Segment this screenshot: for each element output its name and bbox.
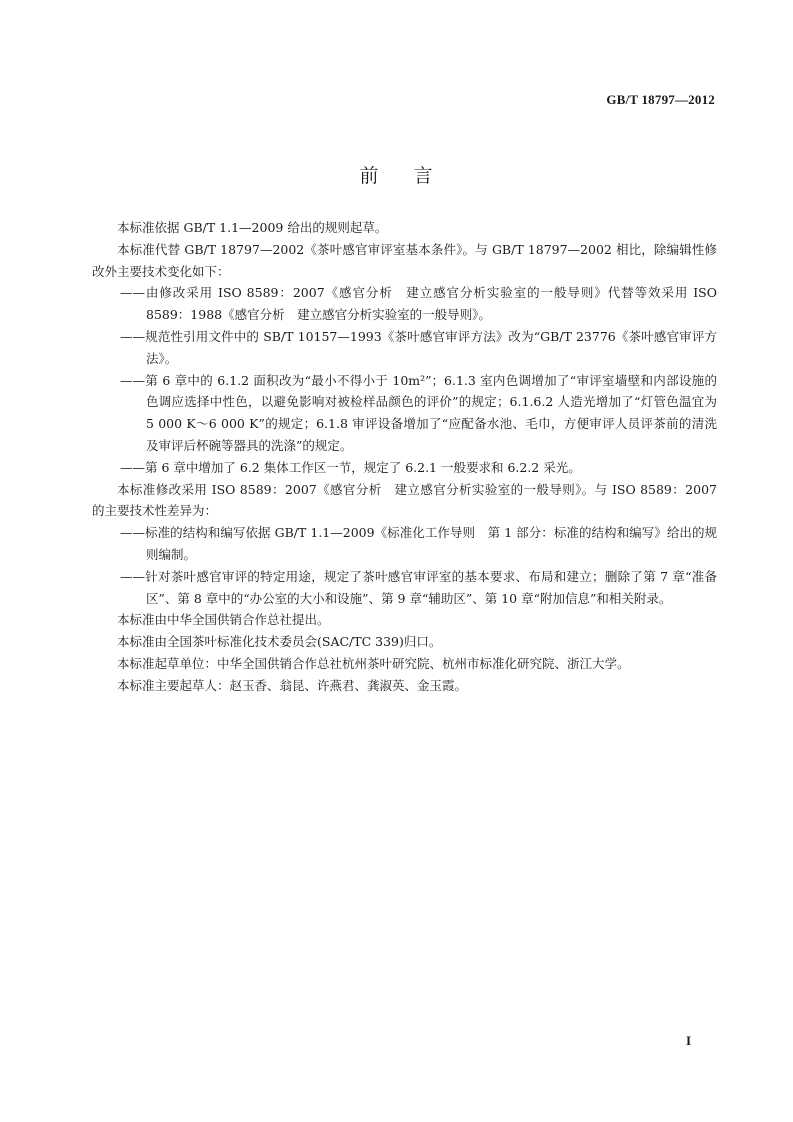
list-item-change-normative-ref: ——规范性引用文件中的 SB/T 10157—1993《茶叶感官审评方法》改为“GB/T 23776《茶叶感官审评方法》。 xyxy=(120,328,717,366)
list-item-diff-purpose: ——针对茶叶感官审评的特定用途，规定了茶叶感官审评室的基本要求、布局和建立；删除了第 7 章“准备区”、第 8 章中的“办公室的大小和设施”、第 9 章“辅助区”、第 10 章“附加信息”和相关附录。 xyxy=(120,568,717,606)
list-item-diff-structure: ——标准的结构和编写依据 GB/T 1.1—2009《标准化工作导则 第 1 部分：标准的结构和编写》给出的规则编制。 xyxy=(120,525,717,562)
list-item-change-chapter6: ——第 6 章中的 6.1.2 面积改为“最小不得小于 10m²”；6.1.3 室内色调增加了“审评室墙壁和内部设施的色调应选择中性色，以避免影响对被检样品颜色的评价”的规定；6.1.6.2 人造光增加了“灯管色温宜为 5 000 K～6 000 K”的规定；6.1.8 审评设备增加了“应配备水池、毛巾，方便审评人员评茶前的清洗及审评后杯碗等器具的洗涤”的规定。 xyxy=(120,372,717,453)
page-title xyxy=(0,161,793,188)
title-char-2: 言 xyxy=(413,165,434,187)
list-item-change-6-2: ——第 6 章中增加了 6.2 集体工作区一节，规定了 6.2.1 一般要求和 6.2.2 采光。 xyxy=(120,459,581,475)
paragraph-drafting-units: 本标准起草单位：中华全国供销合作总社杭州茶叶研究院、杭州市标准化研究院、浙江大学。 xyxy=(117,655,630,671)
paragraph-modified-adoption: 本标准修改采用 ISO 8589：2007《感官分析 建立感官分析实验室的一般导则》。与 ISO 8589：2007 的主要技术性差异为： xyxy=(92,481,717,519)
standard-number: GB/T 18797—2012 xyxy=(606,92,715,107)
paragraph-proposed-by: 本标准由中华全国供销合作总社提出。 xyxy=(117,612,330,628)
paragraph-drafters: 本标准主要起草人：赵玉香、翁昆、许燕君、龚淑英、金玉霞。 xyxy=(117,677,468,693)
paragraph-replaces: 本标准代替 GB/T 18797—2002《茶叶感官审评室基本条件》。与 GB/T 18797—2002 相比，除编辑性修改外主要技术变化如下： xyxy=(92,241,717,279)
paragraph-drafting-rules: 本标准依据 GB/T 1.1—2009 给出的规则起草。 xyxy=(117,220,388,235)
list-item-change-iso: ——由修改采用 ISO 8589：2007《感官分析 建立感官分析实验室的一般导则》代替等效采用 ISO 8589：1988《感官分析 建立感官分析实验室的一般导则》。 xyxy=(120,285,717,323)
page-number: I xyxy=(685,1033,691,1048)
foreword-body xyxy=(92,217,717,697)
paragraph-centralized-by: 本标准由全国茶叶标准化技术委员会(SAC/TC 339)归口。 xyxy=(117,634,442,650)
title-char-1: 前 xyxy=(359,165,380,187)
